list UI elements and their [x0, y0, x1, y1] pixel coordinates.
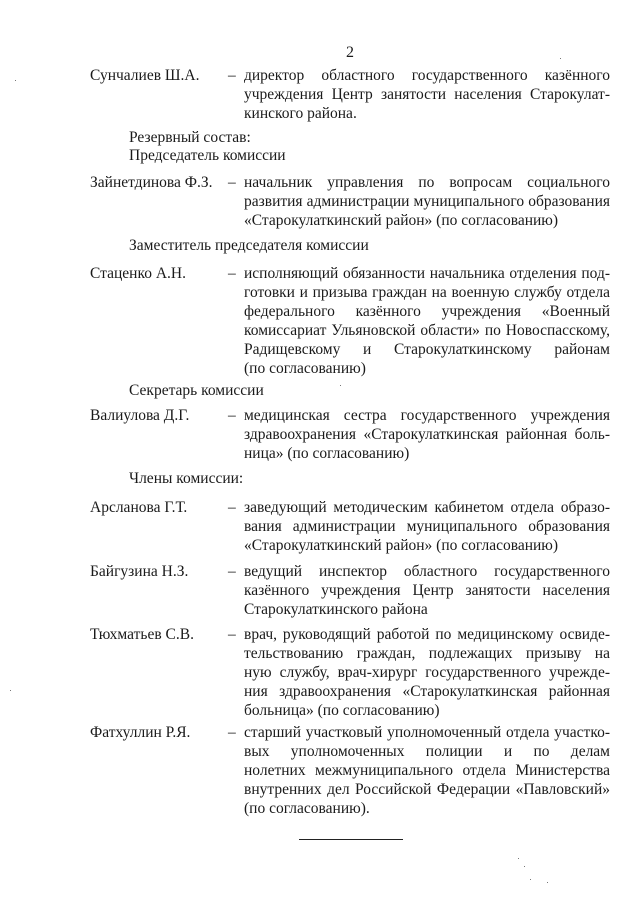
- position-line: ница» (по согласованию): [244, 445, 410, 462]
- dash-separator: –: [228, 174, 236, 191]
- member-position: [244, 723, 610, 818]
- position-line: развития администрации муниципального образования: [244, 193, 610, 210]
- position-line: ную службу, врач-хирург государственного учрежде-: [244, 664, 610, 681]
- position-line: комиссариат Ульяновской области» по Новоспасскому,: [244, 322, 610, 339]
- page-number: 2: [346, 44, 354, 61]
- dash-separator: –: [228, 626, 236, 643]
- position-line: кинского района.: [244, 105, 357, 122]
- scan-speck: [560, 58, 561, 59]
- chairman-heading: Председатель комиссии: [129, 147, 286, 164]
- dash-separator: –: [228, 563, 236, 580]
- commission-member-entry: [90, 723, 610, 818]
- scan-speck: [15, 80, 16, 81]
- deputy-heading: Заместитель председателя комиссии: [129, 237, 369, 254]
- position-line: ведущий инспектор областного государственного: [244, 563, 610, 580]
- members-heading: Члены комиссии:: [129, 470, 244, 487]
- position-line: (по согласованию): [244, 360, 366, 377]
- position-line: заведующий методическим кабинетом отдела образо-: [244, 499, 610, 516]
- closing-rule: [299, 839, 403, 840]
- position-line: вых уполномоченных полиции и по делам: [244, 743, 610, 760]
- dash-separator: –: [228, 407, 236, 424]
- member-position: [244, 625, 610, 720]
- position-line: федерального казённого учреждения «Военный: [244, 303, 610, 320]
- scan-speck: [530, 879, 531, 880]
- position-line: здравоохранения «Старокулаткинская районная боль-: [244, 426, 610, 443]
- member-position: [244, 66, 610, 123]
- member-position: [244, 406, 610, 463]
- position-line: Старокулаткинского района: [244, 601, 428, 618]
- member-name: Тюхматьев С.В.: [90, 626, 194, 643]
- position-line: «Старокулаткинский район» (по согласованию): [244, 537, 559, 554]
- member-name: Фатхуллин Р.Я.: [90, 724, 191, 741]
- position-line: (по согласованию).: [244, 800, 370, 817]
- commission-member-entry: [90, 562, 610, 619]
- position-line: медицинская сестра государственного учреждения: [244, 407, 610, 424]
- member-name: Зайнетдинова Ф.З.: [90, 174, 213, 191]
- position-line: больница» (по согласованию): [244, 702, 440, 719]
- position-line: врач, руководящий работой по медицинскому освиде-: [244, 626, 610, 643]
- member-name: Арсланова Г.Т.: [90, 499, 188, 516]
- secretary-heading: Секретарь комиссии: [129, 382, 264, 399]
- commission-member-entry: [90, 66, 610, 123]
- member-name: Байгузина Н.З.: [90, 563, 189, 580]
- position-line: готовки и призыва граждан на военную службу отдела: [244, 284, 610, 301]
- reserve-heading: Резервный состав:: [129, 129, 251, 146]
- scan-speck: [340, 385, 341, 386]
- dash-separator: –: [228, 265, 236, 282]
- scan-speck: [518, 858, 519, 859]
- commission-member-entry: [90, 264, 610, 378]
- position-line: начальник управления по вопросам социального: [244, 174, 610, 191]
- dash-separator: –: [228, 499, 236, 516]
- position-line: внутренних дел Российской Федерации «Павловский»: [244, 781, 610, 798]
- position-line: «Старокулаткинский район» (по согласованию): [244, 212, 559, 229]
- scan-speck: [10, 690, 11, 691]
- position-line: директор областного государственного казённого: [244, 67, 610, 84]
- scan-speck: [547, 882, 548, 883]
- member-position: [244, 498, 610, 555]
- position-line: старший участковый уполномоченный отдела участко-: [244, 724, 610, 741]
- dash-separator: –: [228, 67, 236, 84]
- position-line: нолетних межмуниципального отдела Министерства: [244, 762, 610, 779]
- member-position: [244, 562, 610, 619]
- commission-member-entry: [90, 498, 610, 555]
- member-position: [244, 173, 610, 230]
- member-name: Стаценко А.Н.: [90, 265, 186, 282]
- position-line: ния здравоохранения «Старокулаткинская районная: [244, 683, 610, 700]
- position-line: вания администрации муниципального образования: [244, 518, 610, 535]
- commission-member-entry: [90, 173, 610, 230]
- commission-member-entry: [90, 406, 610, 463]
- position-line: Радищевскому и Старокулаткинскому районам: [244, 341, 610, 358]
- dash-separator: –: [228, 724, 236, 741]
- member-position: [244, 264, 610, 378]
- position-line: исполняющий обязанности начальника отделения под-: [244, 265, 610, 282]
- scan-speck: [524, 866, 525, 867]
- position-line: тельствованию граждан, подлежащих призыву на: [244, 645, 610, 662]
- position-line: учреждения Центр занятости населения Старокулат-: [244, 86, 610, 103]
- member-name: Сунчалиев Ш.А.: [90, 67, 200, 84]
- commission-member-entry: [90, 625, 610, 720]
- member-name: Валиулова Д.Г.: [90, 407, 190, 424]
- position-line: казённого учреждения Центр занятости населения: [244, 582, 610, 599]
